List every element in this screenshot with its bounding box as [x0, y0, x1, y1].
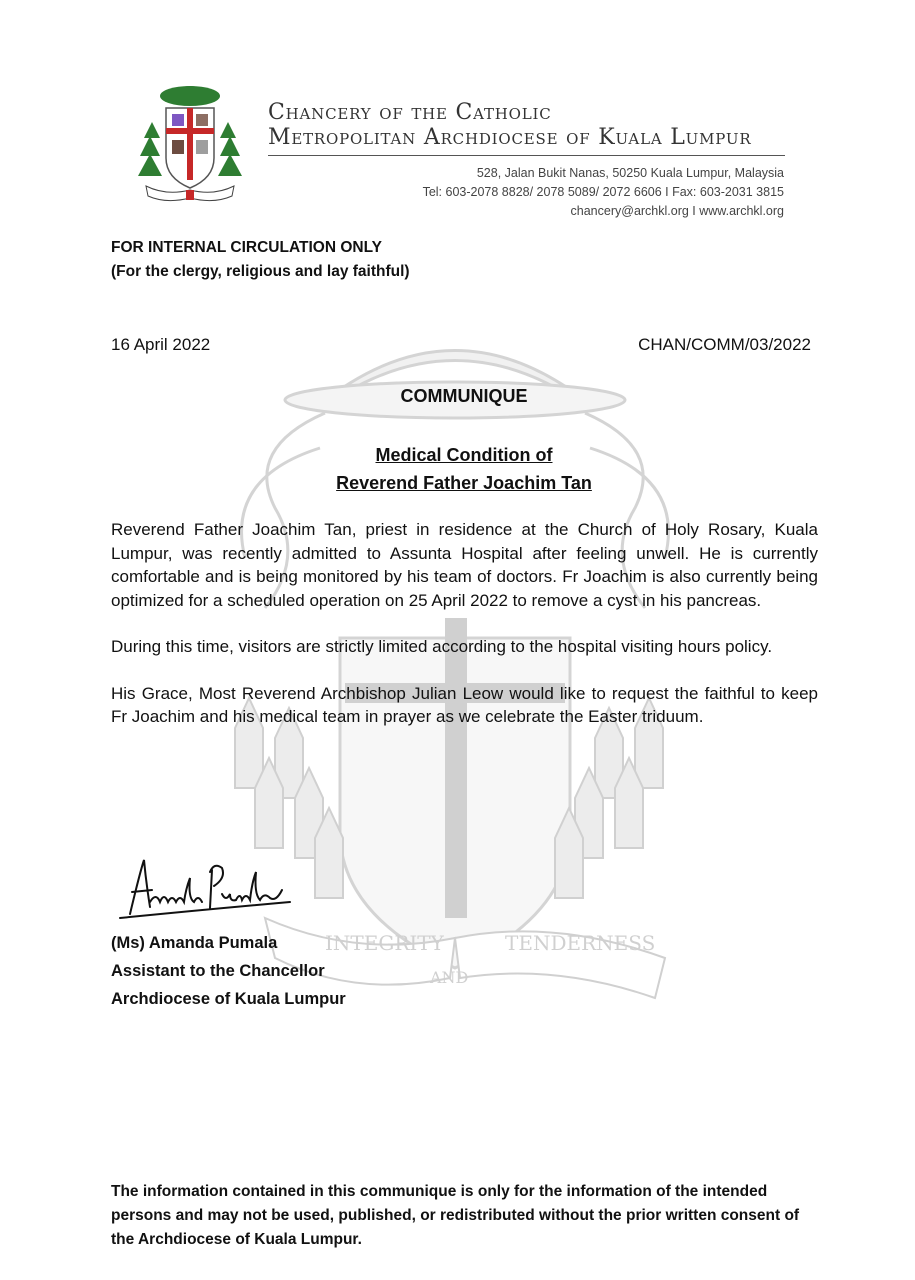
archdiocese-crest-icon [136, 78, 244, 206]
document-heading: COMMUNIQUE [400, 386, 528, 406]
letter-body [111, 518, 818, 752]
paragraph-3: His Grace, Most Reverend Archbishop Julian Leow would like to request the faithful to keep Fr Joachim and his medical team in prayer as we celebrate the Easter triduum. [111, 683, 818, 726]
org-line-2: Metropolitan Archdiocese of Kuala Lumpur [268, 125, 752, 150]
confidentiality-notice: The information contained in this communique is only for the information of the intended persons and may not be used, published, or redistributed without the prior written consent of the Archdiocese of Kuala Lumpur. [111, 1183, 800, 1248]
signatory-title: Assistant to the Chancellor [111, 962, 325, 980]
svg-text:AND: AND [430, 968, 469, 987]
letterhead-divider [268, 155, 785, 156]
subject-line-1: Medical Condition of [375, 445, 553, 465]
signatory-name: (Ms) Amanda Pumala [111, 934, 278, 952]
signatory-block [111, 929, 346, 1013]
subject [0, 441, 915, 497]
email-web: chancery@archkl.org I www.archkl.org [570, 204, 784, 218]
circulation-notice [111, 236, 410, 284]
contact-block [423, 164, 784, 221]
letter-date: 16 April 2022 [111, 335, 211, 354]
address: 528, Jalan Bukit Nanas, 50250 Kuala Lumpur, Malaysia [476, 166, 784, 180]
svg-text:TENDERNESS: TENDERNESS [505, 931, 656, 955]
paragraph-2: During this time, visitors are strictly limited according to the hospital visiting hours policy. [111, 637, 773, 656]
paragraph-1: Reverend Father Joachim Tan, priest in residence at the Church of Holy Rosary, Kuala Lumpur, was recently admitted to Assunta Hospital after feeling unwell. He is currently comfortable and is being monitored by his team of doctors. Fr Joachim is also currently being optimized for a scheduled operation on 25 April 2022 to remove a cyst in his pancreas. [111, 520, 818, 610]
handwritten-signature [110, 852, 300, 932]
circulation-line-2: (For the clergy, religious and lay faithful) [111, 263, 410, 280]
phone-fax: Tel: 603-2078 8828/ 2078 5089/ 2072 6606 I Fax: 603-2031 3815 [422, 185, 784, 199]
signatory-org: Archdiocese of Kuala Lumpur [111, 990, 346, 1008]
organization-name [268, 100, 751, 150]
svg-text:INTEGRITY: INTEGRITY [325, 931, 444, 955]
subject-line-2: Reverend Father Joachim Tan [336, 473, 592, 493]
circulation-line-1: FOR INTERNAL CIRCULATION ONLY [111, 239, 382, 256]
org-line-1: Chancery of the Catholic [268, 100, 552, 125]
reference-number: CHAN/COMM/03/2022 [638, 335, 811, 354]
